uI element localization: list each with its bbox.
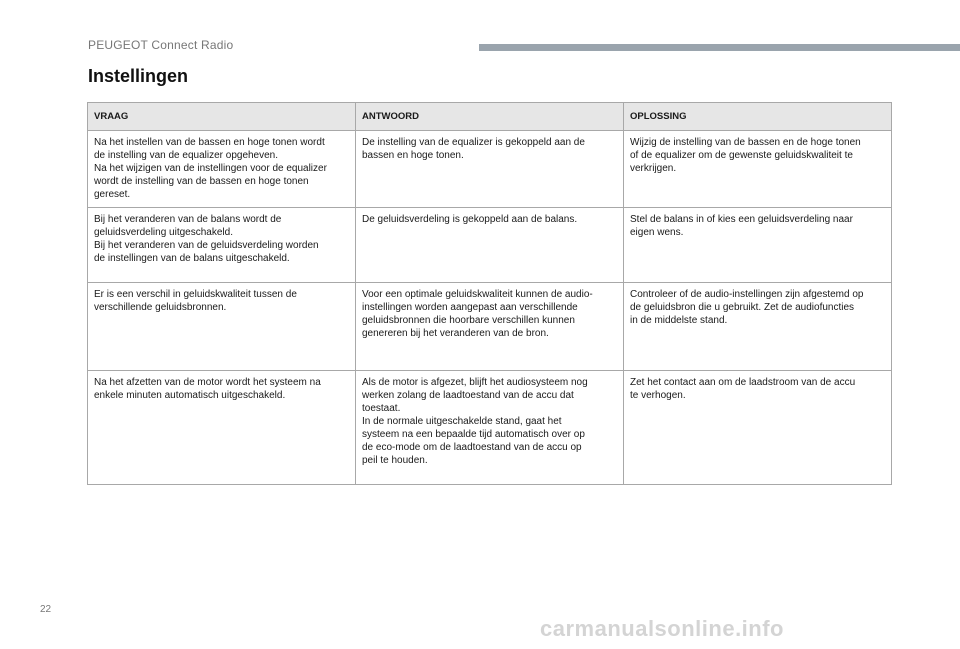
solution-cell	[624, 283, 892, 371]
faq-table	[87, 102, 892, 485]
table-row	[88, 371, 892, 485]
table-row	[88, 131, 892, 208]
answer-cell	[356, 208, 624, 283]
question-cell	[88, 131, 356, 208]
cell-text: Zet het contact aan om de laadstroom van de accu te verhogen.	[630, 377, 856, 401]
cell-text: De instelling van de equalizer is gekoppeld aan de bassen en hoge tonen.	[362, 137, 585, 161]
cell-text: Voor een optimale geluidskwaliteit kunnen de audio- instellingen worden aangepast aan verschillende geluidsbronnen die hoorbare verschillen kunnen genereren bij het veranderen van de bron.	[362, 289, 593, 339]
table-row	[88, 208, 892, 283]
table-header-row	[88, 103, 892, 131]
cell-text: Wijzig de instelling van de bassen en de hoge tonen of de equalizer om de gewenste geluidskwaliteit te verkrijgen.	[630, 137, 861, 174]
cell-text: Controleer of de audio-instellingen zijn afgestemd op de geluidsbron die u gebruikt. Zet de audiofuncties in de middelste stand.	[630, 289, 864, 326]
header-accent-bar	[479, 44, 960, 51]
column-header-solution: OPLOSSING	[624, 103, 892, 131]
table-row	[88, 283, 892, 371]
page-number: 22	[40, 604, 52, 615]
solution-cell	[624, 131, 892, 208]
question-cell	[88, 371, 356, 485]
answer-cell	[356, 131, 624, 208]
cell-text: Na het instellen van de bassen en hoge tonen wordt de instelling van de equalizer opgeheven. Na het wijzigen van de instellingen voor de equalizer wordt de instelling van de bassen en hoge tonen gereset.	[94, 137, 327, 200]
cell-text: Na het afzetten van de motor wordt het systeem na enkele minuten automatisch uitgeschakeld.	[94, 377, 321, 401]
page-title: Instellingen	[88, 66, 189, 86]
answer-cell	[356, 283, 624, 371]
column-header-answer: ANTWOORD	[356, 103, 624, 131]
watermark: carmanualsonline.info	[540, 616, 784, 641]
cell-text: Stel de balans in of kies een geluidsverdeling naar eigen wens.	[630, 214, 853, 238]
manual-header-title: PEUGEOT Connect Radio	[88, 38, 234, 52]
question-cell	[88, 283, 356, 371]
cell-text: De geluidsverdeling is gekoppeld aan de balans.	[362, 214, 578, 225]
solution-cell	[624, 208, 892, 283]
column-header-question: VRAAG	[88, 103, 356, 131]
cell-text: Bij het veranderen van de balans wordt de geluidsverdeling uitgeschakeld. Bij het veranderen van de geluidsverdeling worden de instellingen van de balans uitgeschakeld.	[94, 214, 319, 264]
cell-text: Als de motor is afgezet, blijft het audiosysteem nog werken zolang de laadtoestand van de accu dat toestaat. In de normale uitgeschakelde stand, gaat het systeem na een bepaalde tijd automatisch over op de eco-mode om de laadtoestand van de accu op peil te houden.	[362, 377, 588, 466]
answer-cell	[356, 371, 624, 485]
solution-cell	[624, 371, 892, 485]
cell-text: Er is een verschil in geluidskwaliteit tussen de verschillende geluidsbronnen.	[94, 289, 297, 313]
question-cell	[88, 208, 356, 283]
